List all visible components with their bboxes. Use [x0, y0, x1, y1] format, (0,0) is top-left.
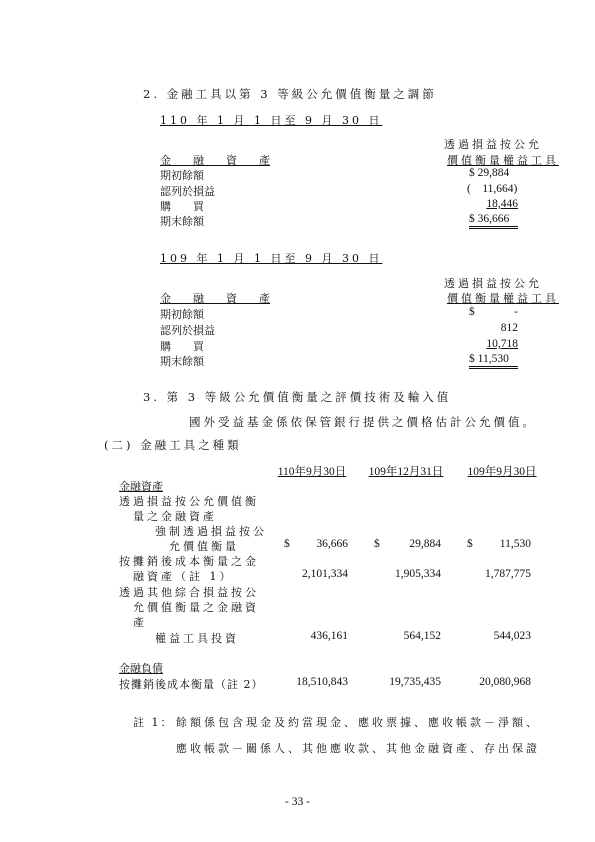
section-heading: 2. 金融工具以第 3 等級公允價值衡量之調節 [143, 87, 437, 101]
column-header-line2: 價值衡量權益工具 [447, 154, 559, 167]
period-label: 109 年 1 月 1 日至 9 月 30 日 [160, 252, 383, 265]
column-header-line2: 價值衡量權益工具 [447, 292, 559, 305]
cell-value: 18,510,843 [296, 676, 348, 688]
row-label: 期末餘額 [160, 215, 204, 228]
row-value: 812 [500, 322, 518, 334]
row-value: $ 29,884 [469, 167, 510, 179]
page-number: - 33 - [285, 796, 310, 808]
row-value: $ 11,530 [469, 352, 518, 369]
row-label: 允價值衡量 [169, 540, 239, 553]
row-label: 強制透過損益按公 [155, 525, 267, 538]
column-header-line1: 透過損益按公允 [444, 138, 542, 151]
cell-value: 1,905,334 [395, 568, 441, 580]
note-text: 應收帳款－關係人、其他應收款、其他金融資產、存出保證 [176, 742, 540, 755]
row-label: 透過其他綜合損益按公 [119, 586, 259, 599]
cell-value: 564,152 [403, 630, 441, 642]
row-label: 認列於損益 [160, 324, 215, 337]
row-label: 透過損益按公允價值衡 [119, 495, 259, 508]
column-header: 110年9月30日 [277, 466, 347, 478]
asset-header: 金 融 資 產 [160, 154, 270, 167]
cell-value: 544,023 [493, 630, 531, 642]
cell-value: 436,161 [310, 630, 348, 642]
column-header-line1: 透過損益按公允 [444, 277, 542, 290]
row-label: 產 [133, 616, 144, 629]
row-label: 認列於損益 [160, 185, 215, 198]
row-label: 融資產（註 1） [133, 570, 234, 583]
row-label: 按攤銷後成本衡量之金 [119, 555, 259, 568]
financial-liabilities-heading: 金融負債 [119, 662, 163, 675]
cell-value: 29,884 [409, 538, 441, 550]
note-label: 註 1： [133, 716, 174, 729]
cell-value: 1,787,775 [485, 568, 531, 580]
period-label: 110 年 1 月 1 日至 9 月 30 日 [160, 114, 383, 127]
row-currency: $ [469, 306, 475, 318]
row-value: 10,718 [486, 338, 518, 350]
cell-value: 20,080,968 [479, 676, 531, 688]
row-label: 量之金融資產 [133, 510, 217, 523]
financial-assets-heading: 金融資產 [119, 480, 163, 493]
row-label: 購 買 [160, 340, 204, 353]
cell-value: 19,735,435 [389, 676, 441, 688]
row-label: 期末餘額 [160, 355, 204, 368]
section-heading: 3. 第 3 等級公允價值衡量之評價技術及輸入值 [143, 390, 452, 404]
currency-symbol: $ [374, 538, 380, 550]
currency-symbol: $ [284, 538, 290, 550]
currency-symbol: $ [467, 538, 473, 550]
cell-value: 2,101,334 [302, 568, 348, 580]
cell-value: 11,530 [499, 538, 531, 550]
row-value: - [514, 306, 518, 318]
section-heading: (二) 金融工具之種類 [104, 438, 242, 452]
row-label: 允價值衡量之金融資 [133, 601, 259, 614]
row-label: 期初餘額 [160, 308, 204, 321]
cell-value: 36,666 [316, 538, 348, 550]
row-value: $ 36,666 [469, 212, 518, 229]
row-label: 權益工具投資 [155, 632, 239, 645]
asset-header: 金 融 資 產 [160, 292, 270, 305]
row-label: 按攤銷後成本衡量（註 2） [119, 678, 264, 691]
row-value: ( 11,664) [467, 183, 518, 195]
row-label: 購 買 [160, 200, 204, 213]
row-label: 期初餘額 [160, 169, 204, 182]
body-paragraph: 國外受益基金係依保管銀行提供之價格估計公允價值。 [189, 415, 537, 429]
column-header: 109年12月31日 [368, 466, 444, 478]
row-value: 18,446 [486, 198, 518, 210]
note-text: 餘額係包含現金及約當現金、應收票據、應收帳款－淨額、 [176, 716, 540, 729]
column-header: 109年9月30日 [467, 466, 537, 478]
